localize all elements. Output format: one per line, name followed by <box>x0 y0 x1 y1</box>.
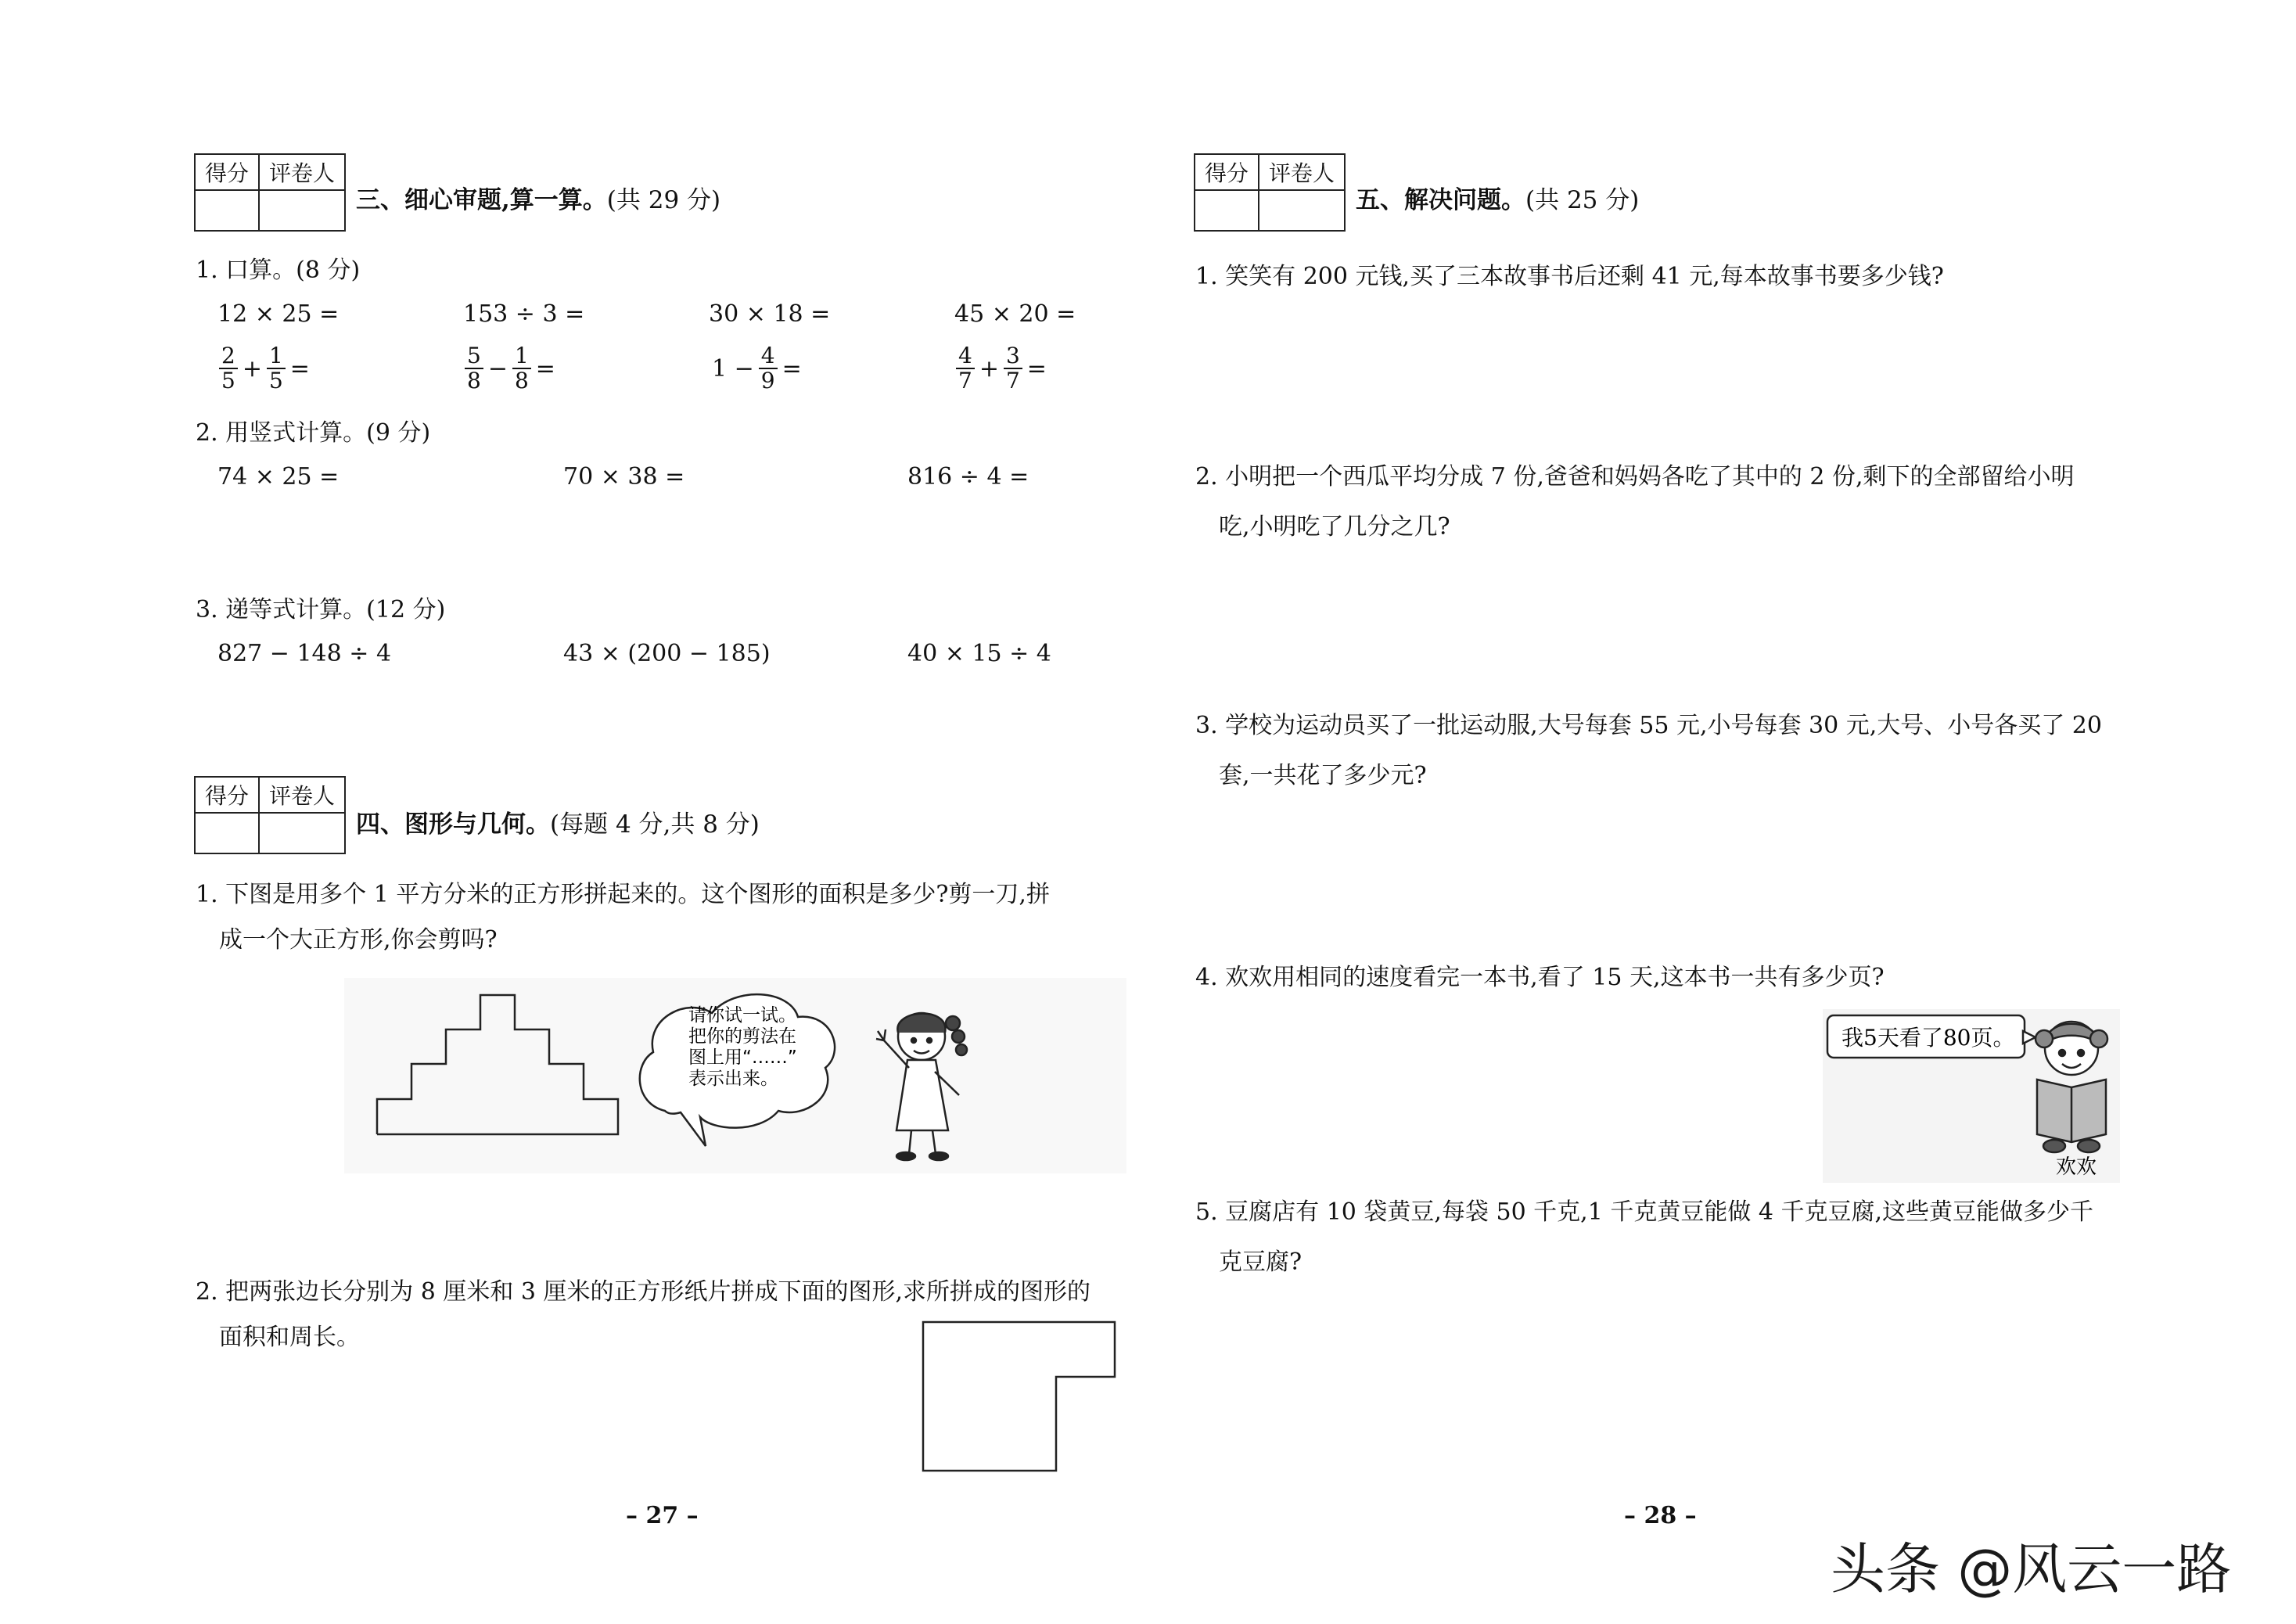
bubble-line-1: 请你试一试。 <box>688 1005 796 1026</box>
score-header: 得分 <box>196 155 260 191</box>
fraction-denominator: 7 <box>1005 368 1020 393</box>
section3-title <box>356 180 720 215</box>
operator: − <box>487 354 508 383</box>
section4-title-text: 四、图形与几何。 <box>356 810 550 839</box>
stepwise-calc-2: 43 × (200 − 185) <box>563 640 771 667</box>
stepwise-calc-3: 40 × 15 ÷ 4 <box>907 640 1051 667</box>
oral-calc-3: 30 × 18 = <box>709 300 831 328</box>
section3-title-text: 三、细心审题,算一算。 <box>356 186 607 214</box>
fraction-numerator: 4 <box>956 344 975 369</box>
grader-header: 评卷人 <box>1259 155 1344 191</box>
vertical-calc-1: 74 × 25 = <box>217 463 340 490</box>
score-header: 得分 <box>196 778 260 814</box>
grader-cell[interactable] <box>260 191 344 230</box>
fraction-numerator: 5 <box>465 344 483 369</box>
fraction-numerator: 2 <box>219 344 238 369</box>
fraction-calc-3 <box>709 344 805 393</box>
fraction-denominator: 8 <box>467 368 481 393</box>
lead-term: 1 − <box>712 354 754 383</box>
grader-cell[interactable] <box>1259 191 1344 230</box>
score-cell[interactable] <box>196 814 260 853</box>
fraction-numerator: 3 <box>1004 344 1022 369</box>
bubble-line-3: 图上用“……” <box>688 1047 797 1068</box>
fraction-denominator: 5 <box>221 368 235 393</box>
geo-q2-line2: 面积和周长。 <box>219 1324 360 1351</box>
fraction-calc-2 <box>463 344 559 393</box>
bubble-line-4: 表示出来。 <box>688 1069 778 1089</box>
equals-sign: = <box>1026 354 1047 383</box>
page-number-left: – 27 – <box>626 1502 699 1529</box>
score-box-section3 <box>194 153 346 232</box>
section4-title <box>356 804 760 839</box>
fraction-numerator: 1 <box>267 344 286 369</box>
child-reading-icon <box>2035 1022 2107 1152</box>
q2-label: 2. 用竖式计算。(9 分) <box>196 419 431 447</box>
problem-2-line1: 2. 小明把一个西瓜平均分成 7 份,爸爸和妈妈各吃了其中的 2 份,剩下的全部留给小明 <box>1195 463 2075 490</box>
problem-5-line1: 5. 豆腐店有 10 袋黄豆,每袋 50 千克,1 千克黄豆能做 4 千克豆腐,这些黄豆能做多少千 <box>1195 1198 2094 1226</box>
section4-points: (每题 4 分,共 8 分) <box>550 810 760 839</box>
bubble-line-2: 把你的剪法在 <box>688 1026 796 1047</box>
oral-calc-1: 12 × 25 = <box>217 300 340 328</box>
fraction-denominator: 5 <box>268 368 283 393</box>
geo-q1-line2: 成一个大正方形,你会剪吗? <box>219 926 498 954</box>
q1-label: 1. 口算。(8 分) <box>196 257 361 284</box>
geo-q1-line1: 1. 下图是用多个 1 平方分米的正方形拼起来的。这个图形的面积是多少?剪一刀,拼 <box>196 881 1050 908</box>
page-number-right: – 28 – <box>1624 1502 1697 1529</box>
equals-sign: = <box>535 354 555 383</box>
huanhuan-illustration <box>1823 1009 2120 1183</box>
score-box-section4 <box>194 776 346 854</box>
problem-3-line2: 套,一共花了多少元? <box>1219 762 1427 789</box>
watermark: 头条 @风云一路 <box>1831 1537 2232 1601</box>
fraction-numerator: 1 <box>512 344 531 369</box>
section5-points: (共 25 分) <box>1525 186 1640 214</box>
problem-3-line1: 3. 学校为运动员买了一批运动服,大号每套 55 元,小号每套 30 元,大号、小号各买了 20 <box>1195 712 2102 739</box>
stepwise-calc-1: 827 − 148 ÷ 4 <box>217 640 392 667</box>
staircase-figure <box>344 978 1126 1173</box>
vertical-calc-3: 816 ÷ 4 = <box>907 463 1029 490</box>
equals-sign: = <box>782 354 802 383</box>
section5-title <box>1356 180 1639 215</box>
problem-1: 1. 笑笑有 200 元钱,买了三本故事书后还剩 41 元,每本故事书要多少钱? <box>1195 263 1944 290</box>
score-box-section5 <box>1194 153 1346 232</box>
fraction-denominator: 9 <box>760 368 775 393</box>
q3-label: 3. 递等式计算。(12 分) <box>196 596 446 623</box>
operator: + <box>979 354 999 383</box>
oral-calc-4: 45 × 20 = <box>954 300 1076 328</box>
equals-sign: = <box>289 354 310 383</box>
score-header: 得分 <box>1195 155 1259 191</box>
fraction-denominator: 8 <box>514 368 529 393</box>
fraction-calc-4 <box>954 344 1050 393</box>
geo-q2-line1: 2. 把两张边长分别为 8 厘米和 3 厘米的正方形纸片拼成下面的图形,求所拼成的图形的 <box>196 1278 1091 1306</box>
grader-cell[interactable] <box>260 814 344 853</box>
fraction-numerator: 4 <box>759 344 778 369</box>
vertical-calc-2: 70 × 38 = <box>563 463 685 490</box>
l-shape-figure <box>915 1314 1126 1478</box>
fraction-denominator: 7 <box>958 368 972 393</box>
fraction-calc-1 <box>217 344 313 393</box>
score-cell[interactable] <box>1195 191 1259 230</box>
section5-title-text: 五、解决问题。 <box>1356 186 1525 214</box>
oral-calc-2: 153 ÷ 3 = <box>463 300 585 328</box>
speech-text: 我5天看了80页。 <box>1841 1025 2015 1051</box>
score-cell[interactable] <box>196 191 260 230</box>
section3-points: (共 29 分) <box>606 186 721 214</box>
problem-5-line2: 克豆腐? <box>1219 1249 1303 1276</box>
problem-2-line2: 吃,小明吃了几分之几? <box>1219 513 1450 541</box>
problem-4: 4. 欢欢用相同的速度看完一本书,看了 15 天,这本书一共有多少页? <box>1195 964 1885 991</box>
huanhuan-name: 欢欢 <box>2056 1155 2097 1179</box>
grader-header: 评卷人 <box>260 155 344 191</box>
l-shape-outline <box>923 1322 1115 1471</box>
grader-header: 评卷人 <box>260 778 344 814</box>
operator: + <box>242 354 262 383</box>
